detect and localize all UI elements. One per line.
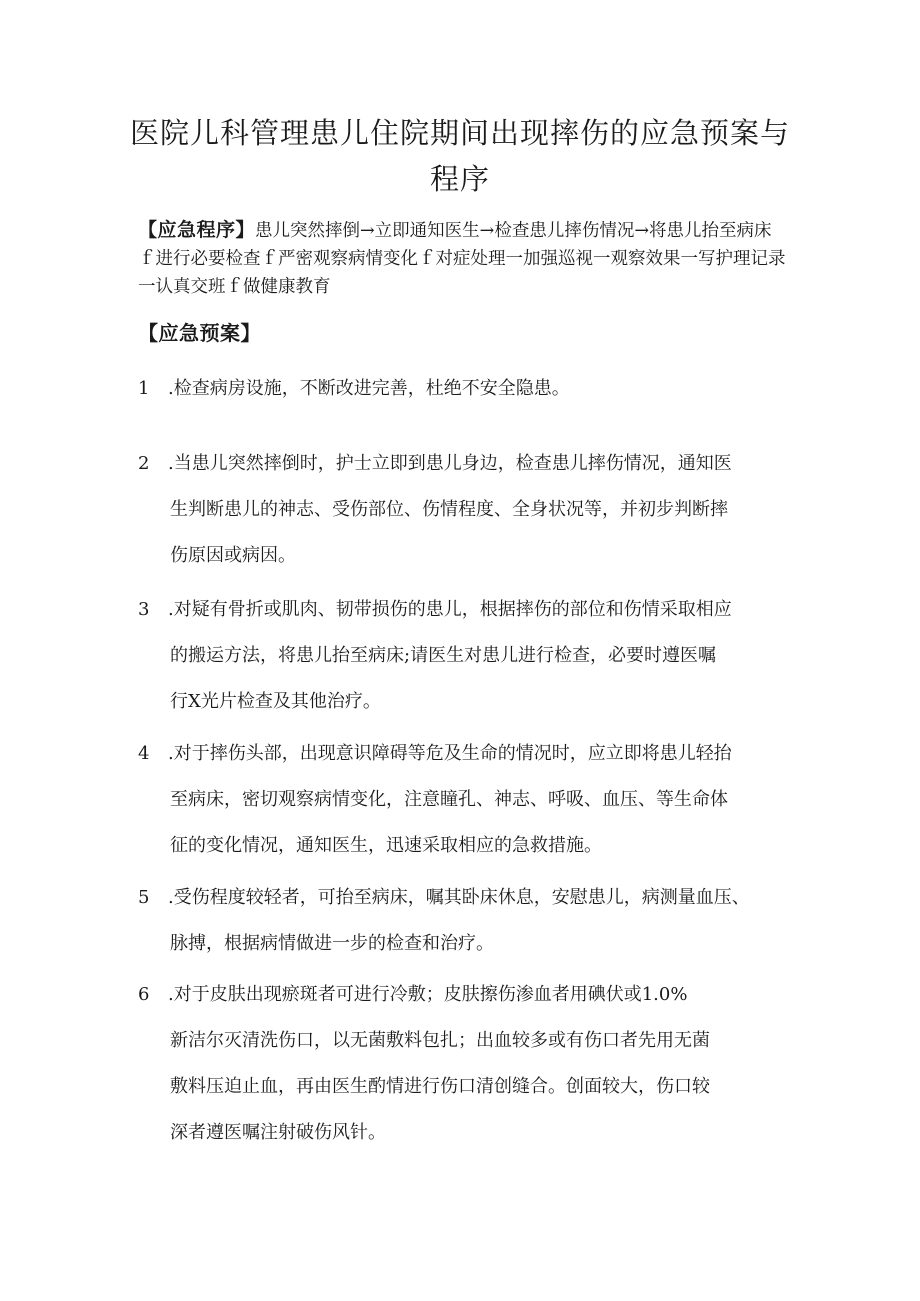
item-text-line: .当患儿突然摔倒时，护士立即到患儿身边，检查患儿摔伤情况，通知医 (168, 453, 732, 474)
emergency-procedure (138, 216, 788, 301)
plan-item-3 (138, 587, 788, 725)
item-text-line: 新洁尔灭清洗伤口，以无菌敷料包扎；出血较多或有伤口者先用无菌 (170, 1030, 710, 1051)
procedure-text: 患儿突然摔倒→立即通知医生→检查患儿摔伤情况→将患儿抬至病床ｆ进行必要检查ｆ严密观察病情变化ｆ对症处理一加强巡视一观察效果一写护理记录一认真交班ｆ做健康教育 (138, 221, 786, 297)
item-text-line: 伤原因或病因。 (170, 545, 296, 566)
procedure-heading: 【应急程序】 (138, 219, 256, 241)
plan-item-4 (138, 731, 788, 869)
item-text-line: .对于摔伤头部，出现意识障碍等危及生命的情况时，应立即将患儿轻抬 (168, 743, 732, 764)
plan-item-2 (138, 441, 788, 579)
item-number: 1 (138, 378, 150, 399)
plan-item-6 (138, 972, 788, 1156)
item-text-line: 征的变化情况，通知医生，迅速采取相应的急救措施。 (170, 835, 602, 856)
title-line-1: 医院儿科管理患儿住院期间出现摔伤的应急预案与 (129, 116, 790, 150)
item-text-line: .对于皮肤出现瘀斑者可进行冷敷；皮肤擦伤渗血者用碘伏或1.0% (168, 984, 688, 1005)
item-text-line: 生判断患儿的神志、受伤部位、伤情程度、全身状况等，并初步判断摔 (170, 499, 728, 520)
plan-item-5 (138, 875, 788, 967)
item-text-line: .对疑有骨折或肌肉、韧带损伤的患儿，根据摔伤的部位和伤情采取相应 (168, 599, 732, 620)
item-text-line: 至病床，密切观察病情变化，注意瞳孔、神志、呼吸、血压、等生命体 (170, 789, 728, 810)
item-number: 2 (138, 453, 150, 474)
item-text-line: 行X光片检查及其他治疗。 (170, 691, 381, 712)
document-title (110, 110, 810, 202)
item-text-line: 敷料压迫止血，再由医生酌情进行伤口清创缝合。创面较大，伤口较 (170, 1076, 710, 1097)
item-number: 3 (138, 599, 150, 620)
item-number: 6 (138, 984, 150, 1005)
item-text-line: 深者遵医嘱注射破伤风针。 (170, 1122, 386, 1143)
item-number: 5 (138, 887, 150, 908)
item-text-line: .检查病房设施，不断改进完善，杜绝不安全隐患。 (168, 378, 570, 399)
item-text-line: 脉搏，根据病情做进一步的检查和治疗。 (170, 933, 494, 954)
item-number: 4 (138, 743, 150, 764)
plan-item-1 (138, 366, 788, 412)
item-text-line: .受伤程度较轻者，可抬至病床，嘱其卧床休息，安慰患儿，病测量血压、 (168, 887, 750, 908)
item-text-line: 的搬运方法，将患儿抬至病床;请医生对患儿进行检查，必要时遵医嘱 (170, 645, 717, 666)
title-line-2: 程序 (429, 162, 490, 196)
plan-heading: 【应急预案】 (138, 321, 261, 345)
